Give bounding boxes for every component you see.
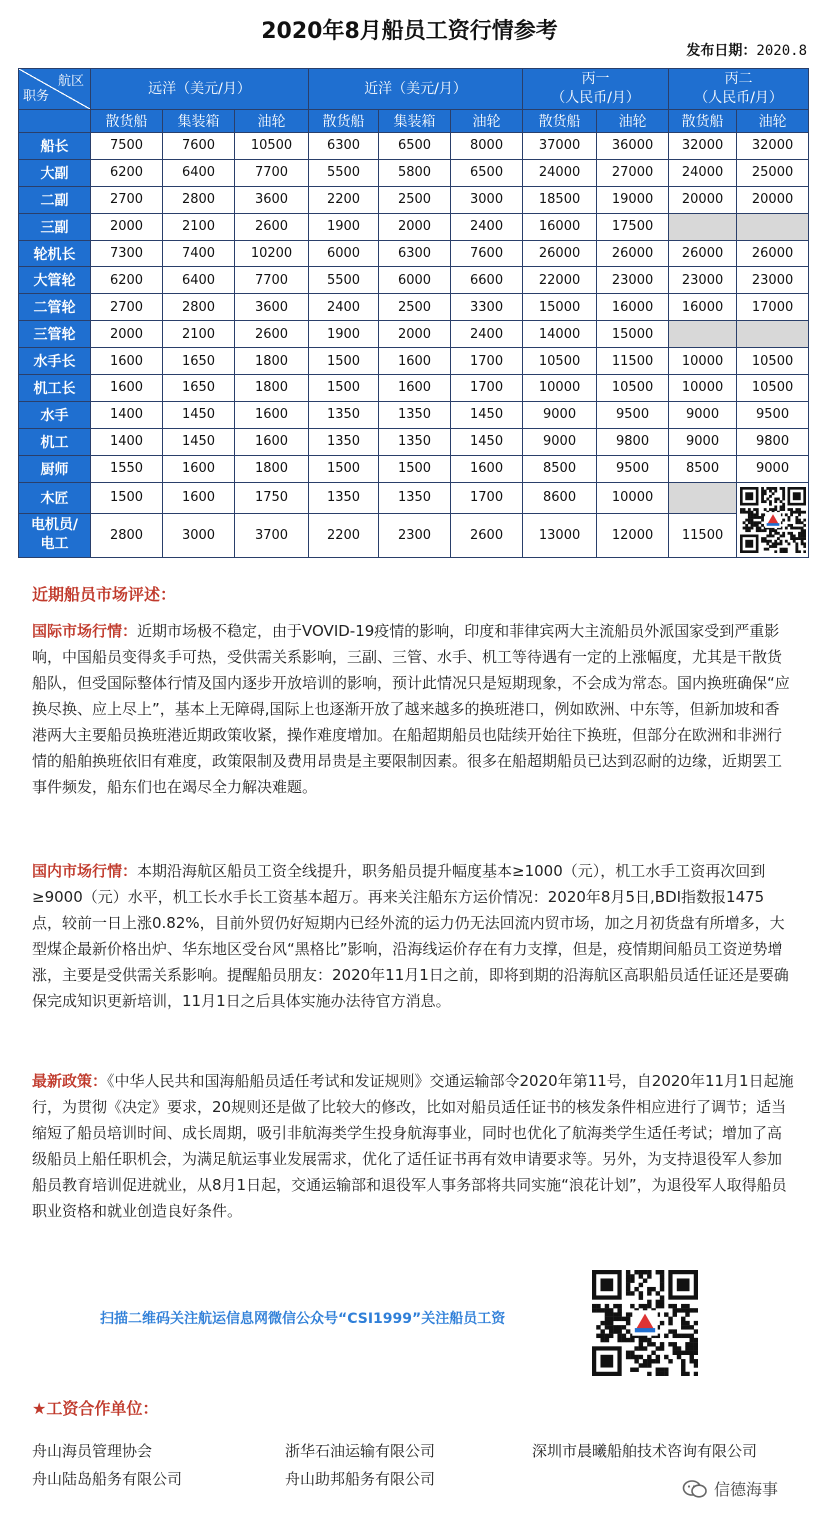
table-row xyxy=(19,294,809,321)
wage-cell: 8600 xyxy=(523,482,597,513)
wage-cell: 1350 xyxy=(379,428,451,455)
wage-cell: 2600 xyxy=(235,213,309,240)
wage-cell: 6400 xyxy=(163,159,235,186)
wage-cell: 1450 xyxy=(451,428,523,455)
wage-cell: 26000 xyxy=(523,240,597,267)
wage-cell: 17500 xyxy=(597,213,669,240)
wage-cell: 2400 xyxy=(451,321,523,348)
vessel-type-header: 油轮 xyxy=(737,110,809,133)
table-row xyxy=(19,428,809,455)
table-row xyxy=(19,186,809,213)
wage-cell: 6200 xyxy=(91,159,163,186)
policy-text: 《中华人民共和国海船船员适任考试和发证规则》交通运输部令2020年第11号，自2020年11月1日起施行，为贯彻《决定》要求，20规则还是做了比较大的修改，比如对船员适任证书的核发条件相应进行了调节；适当缩短了船员培训时间、成长周期，吸引非航海类学生投身航海事业，同时也优化了航海类学生适任考试；增加了高级船员上船任职机会，为满足航运事业发展需求，优化了适任证书再有效申请要求等。另外，为支持退役军人参加船员教育培训促进就业，从8月1日起，交通运输部和退役军人事务部将共同实施“浪花计划”，为退役军人取得船员职业资格和就业创造良好条件。 xyxy=(32,1072,794,1220)
wage-cell: 1400 xyxy=(91,428,163,455)
wage-cell: 1900 xyxy=(309,213,379,240)
wage-cell: 2800 xyxy=(91,513,163,557)
wage-cell: 2200 xyxy=(309,186,379,213)
wage-cell: 10500 xyxy=(597,375,669,402)
wage-cell: 9000 xyxy=(523,401,597,428)
wage-cell: 16000 xyxy=(669,294,737,321)
domestic-market-paragraph xyxy=(32,858,794,1014)
wage-cell: 36000 xyxy=(597,133,669,160)
wechat-account-name: 信德海事 xyxy=(714,1480,779,1499)
qr-code-cell xyxy=(737,482,809,557)
role-cell: 水手长 xyxy=(19,348,91,375)
qr-code-icon[interactable] xyxy=(740,487,806,553)
wage-cell: 16000 xyxy=(597,294,669,321)
vessel-type-header: 油轮 xyxy=(597,110,669,133)
wage-cell: 23000 xyxy=(597,267,669,294)
empty-cell xyxy=(737,321,809,348)
wage-cell: 3000 xyxy=(163,513,235,557)
wage-cell: 1600 xyxy=(91,375,163,402)
wage-cell: 7700 xyxy=(235,159,309,186)
role-cell: 厨师 xyxy=(19,455,91,482)
role-cell: 水手 xyxy=(19,401,91,428)
wage-cell: 26000 xyxy=(597,240,669,267)
wage-cell: 2600 xyxy=(235,321,309,348)
wage-cell: 1800 xyxy=(235,455,309,482)
partner-item: 深圳市晨曦船舶技术咨询有限公司 xyxy=(532,1442,758,1460)
partners-heading: ★工资合作单位： xyxy=(32,1399,159,1418)
wage-table xyxy=(18,68,809,558)
wage-cell: 7300 xyxy=(91,240,163,267)
wage-cell: 9000 xyxy=(669,401,737,428)
wage-cell: 1650 xyxy=(163,348,235,375)
wage-cell: 1350 xyxy=(309,482,379,513)
review-heading: 近期船员市场评述： xyxy=(32,585,177,604)
wage-cell: 3700 xyxy=(235,513,309,557)
vessel-type-header: 散货船 xyxy=(669,110,737,133)
wage-cell: 20000 xyxy=(737,186,809,213)
wage-cell: 2000 xyxy=(379,213,451,240)
partner-item: 舟山助邦船务有限公司 xyxy=(285,1470,436,1488)
wage-cell: 6000 xyxy=(379,267,451,294)
wage-cell: 1600 xyxy=(163,455,235,482)
wage-cell: 10500 xyxy=(235,133,309,160)
wage-cell: 9800 xyxy=(597,428,669,455)
wage-cell: 9500 xyxy=(597,401,669,428)
vessel-type-header: 油轮 xyxy=(235,110,309,133)
wage-cell: 1350 xyxy=(379,482,451,513)
wage-cell: 19000 xyxy=(597,186,669,213)
wage-cell: 3600 xyxy=(235,186,309,213)
qr-code-icon[interactable] xyxy=(592,1270,698,1376)
role-cell: 大管轮 xyxy=(19,267,91,294)
role-cell: 三管轮 xyxy=(19,321,91,348)
wage-cell: 1800 xyxy=(235,348,309,375)
wage-cell: 2600 xyxy=(451,513,523,557)
wage-cell: 1500 xyxy=(379,455,451,482)
page-title: 2020年8月船员工资行情参考 xyxy=(261,19,558,44)
publish-date-value: 2020.8 xyxy=(756,43,807,59)
wage-cell: 6500 xyxy=(451,159,523,186)
wage-cell: 1700 xyxy=(451,482,523,513)
role-cell: 二管轮 xyxy=(19,294,91,321)
intl-market-text: 近期市场极不稳定，由于VOVID-19疫情的影响，印度和菲律宾两大主流船员外派国家受到严重影响，中国船员变得炙手可热，受供需关系影响，三副、三管、水手、机工等待遇有一定的上涨幅度，尤其是干散货船队，但受国际整体行情及国内逐步开放培训的影响，预计此情况只是短期现象，不会成为常态。国内换班确保“应换尽换、应上尽上”，基本上无障碍,国际上也逐渐开放了越来越多的换班港口，例如欧洲、中东等，但新加坡和香港两大主要船员换班港近期政策收紧，操作难度增加。在船超期船员也陆续开始往下换班，但部分在欧洲和非洲行情的船舶换班依旧有难度，政策限制及费用昂贵是主要限制因素。很多在船超期船员已达到忍耐的边缘，近期罢工事件频发，船东们也在竭尽全力解决难题。 xyxy=(32,622,790,796)
wage-cell: 2000 xyxy=(379,321,451,348)
wage-cell: 6000 xyxy=(309,240,379,267)
subheader-blank xyxy=(19,110,91,133)
wage-cell: 11500 xyxy=(669,513,737,557)
wage-cell: 5500 xyxy=(309,159,379,186)
wage-cell: 1400 xyxy=(91,401,163,428)
wage-cell: 1350 xyxy=(379,401,451,428)
wage-cell: 1650 xyxy=(163,375,235,402)
wage-cell: 1600 xyxy=(451,455,523,482)
wage-cell: 1450 xyxy=(163,428,235,455)
wage-cell: 2000 xyxy=(91,321,163,348)
wage-cell: 22000 xyxy=(523,267,597,294)
publish-label: 发布日期： xyxy=(686,43,757,59)
region-header: 丙一 （人民币/月） xyxy=(523,69,669,110)
table-row xyxy=(19,213,809,240)
wage-cell: 1600 xyxy=(163,482,235,513)
vessel-type-header: 散货船 xyxy=(309,110,379,133)
table-row xyxy=(19,267,809,294)
role-cell: 三副 xyxy=(19,213,91,240)
wage-cell: 1600 xyxy=(235,428,309,455)
wage-cell: 9500 xyxy=(737,401,809,428)
wage-cell: 14000 xyxy=(523,321,597,348)
wage-cell: 1350 xyxy=(309,428,379,455)
wage-cell: 1600 xyxy=(379,348,451,375)
wage-cell: 5800 xyxy=(379,159,451,186)
wage-cell: 9000 xyxy=(669,428,737,455)
wage-cell: 2100 xyxy=(163,213,235,240)
wage-cell: 7700 xyxy=(235,267,309,294)
wage-cell: 23000 xyxy=(737,267,809,294)
partner-item: 浙华石油运输有限公司 xyxy=(285,1442,436,1460)
publish-date xyxy=(686,40,807,60)
wage-cell: 2000 xyxy=(91,213,163,240)
wage-cell: 6300 xyxy=(309,133,379,160)
wage-cell: 26000 xyxy=(737,240,809,267)
table-row xyxy=(19,321,809,348)
wage-cell: 2400 xyxy=(451,213,523,240)
wage-cell: 9000 xyxy=(737,455,809,482)
wage-cell: 1500 xyxy=(91,482,163,513)
wechat-watermark xyxy=(682,1477,778,1500)
region-header: 近洋（美元/月） xyxy=(309,69,523,110)
wage-cell: 1500 xyxy=(309,455,379,482)
wage-cell: 15000 xyxy=(523,294,597,321)
role-cell: 大副 xyxy=(19,159,91,186)
wage-cell: 8500 xyxy=(523,455,597,482)
wage-cell: 2200 xyxy=(309,513,379,557)
wage-cell: 2300 xyxy=(379,513,451,557)
region-header: 远洋（美元/月） xyxy=(91,69,309,110)
wage-cell: 1550 xyxy=(91,455,163,482)
role-cell: 木匠 xyxy=(19,482,91,513)
table-row xyxy=(19,482,809,513)
wage-cell: 15000 xyxy=(597,321,669,348)
wage-cell: 6200 xyxy=(91,267,163,294)
domestic-market-lead: 国内市场行情： xyxy=(32,862,138,880)
wage-cell: 2700 xyxy=(91,186,163,213)
partner-item: 舟山陆岛船务有限公司 xyxy=(32,1470,183,1488)
wage-cell: 2800 xyxy=(163,294,235,321)
wage-cell: 10000 xyxy=(597,482,669,513)
wage-cell: 2100 xyxy=(163,321,235,348)
wage-cell: 10000 xyxy=(523,375,597,402)
role-cell: 电机员/ 电工 xyxy=(19,513,91,557)
vessel-type-header: 散货船 xyxy=(523,110,597,133)
wage-cell: 10000 xyxy=(669,348,737,375)
empty-cell xyxy=(669,321,737,348)
wage-cell: 1450 xyxy=(451,401,523,428)
table-row xyxy=(19,133,809,160)
table-corner xyxy=(19,69,91,110)
corner-role-label: 职务 xyxy=(23,89,50,104)
wage-cell: 24000 xyxy=(669,159,737,186)
wage-cell: 10000 xyxy=(669,375,737,402)
wage-cell: 1700 xyxy=(451,375,523,402)
wage-cell: 18500 xyxy=(523,186,597,213)
wage-cell: 3300 xyxy=(451,294,523,321)
wage-cell: 1350 xyxy=(309,401,379,428)
vessel-type-header: 油轮 xyxy=(451,110,523,133)
wage-cell: 10500 xyxy=(523,348,597,375)
wage-cell: 7500 xyxy=(91,133,163,160)
wage-cell: 11500 xyxy=(597,348,669,375)
wage-cell: 1750 xyxy=(235,482,309,513)
wage-cell: 1600 xyxy=(91,348,163,375)
wage-cell: 17000 xyxy=(737,294,809,321)
intl-market-paragraph xyxy=(32,618,794,800)
wage-cell: 6600 xyxy=(451,267,523,294)
wage-cell: 7600 xyxy=(163,133,235,160)
wage-cell: 1600 xyxy=(235,401,309,428)
wechat-icon xyxy=(682,1479,708,1499)
wage-cell: 3000 xyxy=(451,186,523,213)
wage-cell: 2700 xyxy=(91,294,163,321)
empty-cell xyxy=(669,213,737,240)
wage-cell: 8500 xyxy=(669,455,737,482)
wage-cell: 27000 xyxy=(597,159,669,186)
table-row xyxy=(19,513,809,557)
wage-cell: 10500 xyxy=(737,348,809,375)
wage-cell: 23000 xyxy=(669,267,737,294)
intl-market-lead: 国际市场行情： xyxy=(32,622,138,640)
region-header: 丙二 （人民币/月） xyxy=(669,69,809,110)
partner-item: 舟山海员管理协会 xyxy=(32,1442,153,1460)
role-cell: 船长 xyxy=(19,133,91,160)
wage-cell: 6500 xyxy=(379,133,451,160)
table-row xyxy=(19,455,809,482)
wage-cell: 24000 xyxy=(523,159,597,186)
wage-cell: 1900 xyxy=(309,321,379,348)
wage-cell: 1450 xyxy=(163,401,235,428)
corner-route-label: 航区 xyxy=(57,74,84,89)
wage-cell: 5500 xyxy=(309,267,379,294)
wage-cell: 2400 xyxy=(309,294,379,321)
wage-cell: 1500 xyxy=(309,375,379,402)
wage-cell: 1500 xyxy=(309,348,379,375)
wage-cell: 12000 xyxy=(597,513,669,557)
domestic-market-text: 本期沿海航区船员工资全线提升，职务船员提升幅度基本≥1000（元），机工水手工资再次回到≥9000（元）水平，机工长水手长工资基本超万。再来关注船东方运价情况：2020年8月5日,BDI指数报1475点，较前一日上涨0.82%，目前外贸仍好短期内已经外流的运力仍无法回流内贸市场，加之月初货盘有所增多，大型煤企最新价格出炉、华东地区受台风“黑格比”影响，沿海线运价存在有力支撑，但是，疫情期间船员工资逆势增涨，主要是受供需关系影响。提醒船员朋友：2020年11月1日之前，即将到期的沿海航区高职船员适任证还是要确保完成知识更新培训，11月1日之后具体实施办法待官方消息。 xyxy=(32,862,789,1010)
wage-cell: 16000 xyxy=(523,213,597,240)
wage-cell: 9000 xyxy=(523,428,597,455)
vessel-type-header: 集装箱 xyxy=(163,110,235,133)
wage-cell: 2500 xyxy=(379,186,451,213)
table-row xyxy=(19,240,809,267)
table-row xyxy=(19,159,809,186)
wage-cell: 6400 xyxy=(163,267,235,294)
wage-cell: 7400 xyxy=(163,240,235,267)
wage-cell: 32000 xyxy=(737,133,809,160)
wage-cell: 10500 xyxy=(737,375,809,402)
wage-cell: 2500 xyxy=(379,294,451,321)
wage-cell: 1700 xyxy=(451,348,523,375)
empty-cell xyxy=(737,213,809,240)
wage-cell: 1600 xyxy=(379,375,451,402)
wage-cell: 13000 xyxy=(523,513,597,557)
wage-cell: 2800 xyxy=(163,186,235,213)
policy-paragraph xyxy=(32,1068,794,1224)
table-row xyxy=(19,348,809,375)
wage-cell: 37000 xyxy=(523,133,597,160)
wage-cell: 3600 xyxy=(235,294,309,321)
table-row xyxy=(19,375,809,402)
wage-cell: 7600 xyxy=(451,240,523,267)
role-cell: 机工 xyxy=(19,428,91,455)
table-row xyxy=(19,401,809,428)
wage-cell: 9500 xyxy=(597,455,669,482)
wage-cell: 6300 xyxy=(379,240,451,267)
wage-cell: 25000 xyxy=(737,159,809,186)
role-cell: 二副 xyxy=(19,186,91,213)
wage-cell: 10200 xyxy=(235,240,309,267)
role-cell: 机工长 xyxy=(19,375,91,402)
role-cell: 轮机长 xyxy=(19,240,91,267)
wage-cell: 1800 xyxy=(235,375,309,402)
scan-instruction: 扫描二维码关注航运信息网微信公众号“CSI1999”关注船员工资 xyxy=(100,1311,506,1327)
wage-cell: 32000 xyxy=(669,133,737,160)
wage-cell: 8000 xyxy=(451,133,523,160)
empty-cell xyxy=(669,482,737,513)
wage-cell: 9800 xyxy=(737,428,809,455)
vessel-type-header: 集装箱 xyxy=(379,110,451,133)
wage-cell: 20000 xyxy=(669,186,737,213)
wage-cell: 26000 xyxy=(669,240,737,267)
vessel-type-header: 散货船 xyxy=(91,110,163,133)
policy-lead: 最新政策： xyxy=(32,1072,108,1090)
